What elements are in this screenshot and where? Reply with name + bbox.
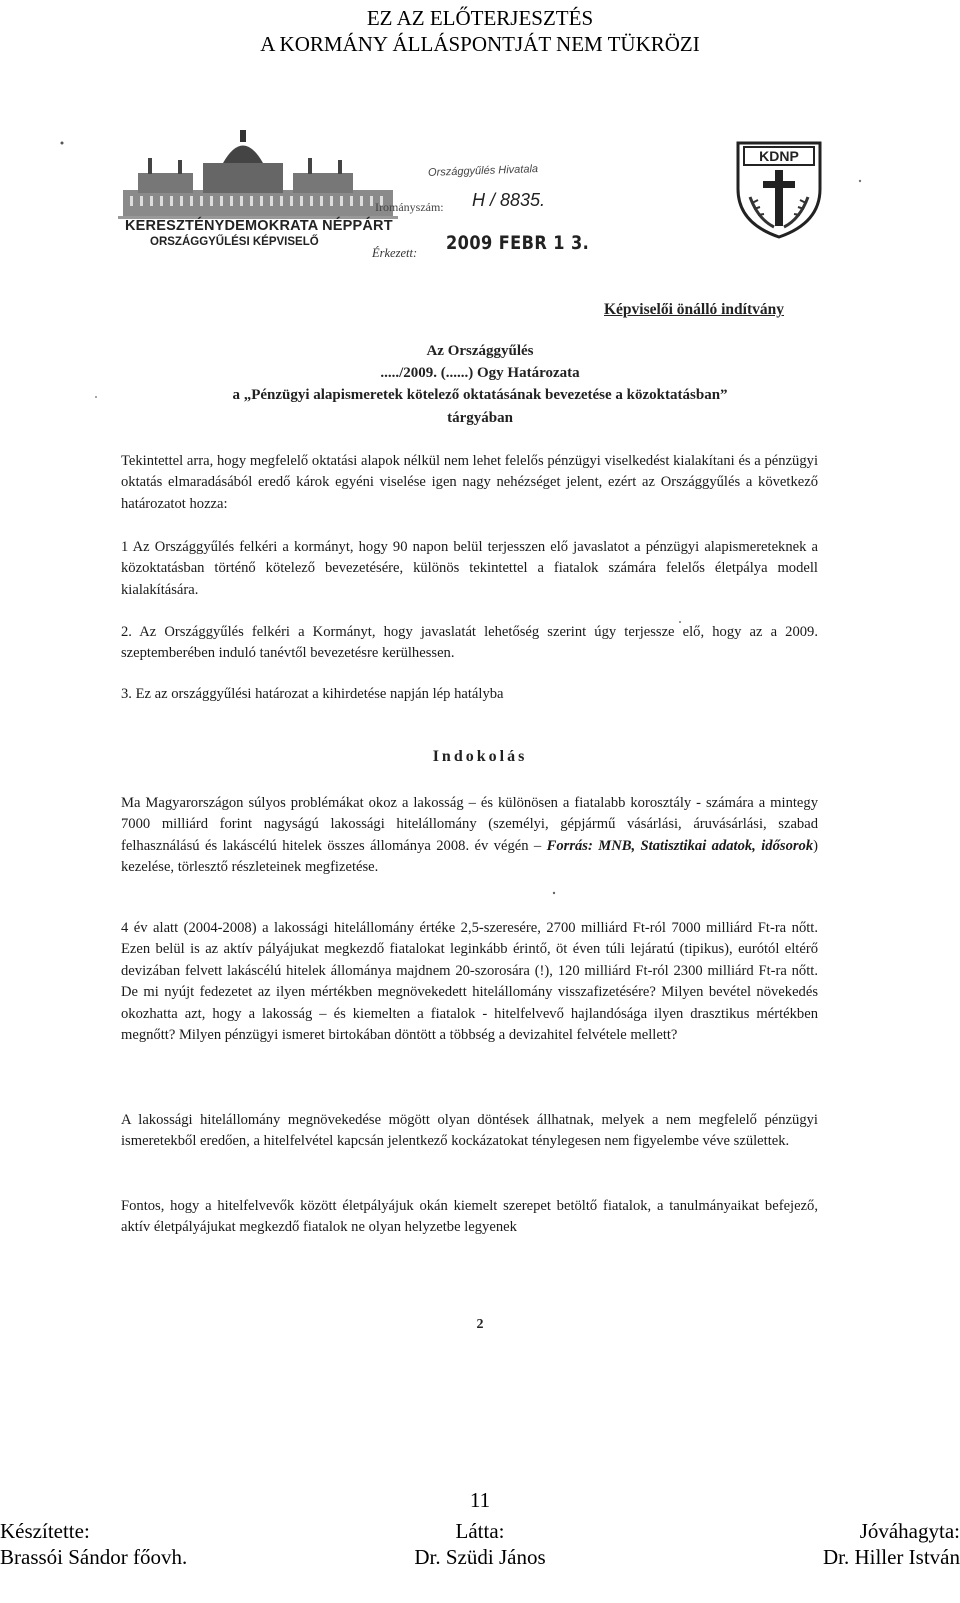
motion-label: Képviselői önálló indítvány (604, 301, 785, 318)
title-line-4: tárgyában (447, 410, 513, 426)
justification-paragraph-4: Fontos, hogy a hitelfelvevők között életpályájuk okán kiemelt szerepet betöltő fiatalok, a tanulmányaikat befejező, aktív életpályájukat megkezdő fiatalok ne olyan helyzetbe legyenek (121, 1198, 818, 1236)
stamp-registration-value: H / 8835. (472, 190, 546, 210)
preamble-paragraph: Tekintettel arra, hogy megfelelő oktatási alapok nélkül nem lehet felelős pénzügyi viselkedést kialakítani és a pénzügyi oktatás elmaradásából eredő károk egyéni viselése igen nagy nehézséget jelent, ezért az Országgyűlés a következő határozatot hozza: (121, 453, 818, 512)
footer-approved-name: Dr. Hiller István (822, 1545, 960, 1569)
title-line-2: ...../2009. (......) Ogy Határozata (380, 365, 580, 381)
justification-p1-text-b: ) kezelése, törlesztő részleteinek megfizetése. (121, 837, 819, 876)
letterhead-role: ORSZÁGGYŰLÉSI KÉPVISELŐ (150, 236, 319, 248)
footer-prepared-name: Brassói Sándor főovh. (0, 1545, 188, 1569)
resolution-point-2: 2. Az Országgyűlés felkéri a Kormányt, hogy javaslatát lehetőség szerint úgy terjessze elő, hogy az a 2009. szeptemberében induló tanévtől bevezetésre kerülhessen. (121, 624, 818, 662)
footer-page-number: 11 (469, 1488, 491, 1512)
footer-approved-label: Jóváhagyta: (859, 1519, 960, 1543)
footer-prepared-label: Készítette: (0, 1519, 90, 1543)
justification-heading: Indokolás (432, 748, 528, 765)
footer-seen-name: Dr. Szüdi János (414, 1545, 546, 1569)
justification-p1-source: Forrás: MNB, Statisztikai adatok, idősorok (546, 837, 814, 854)
stamp-registration-label: Irományszám: (375, 200, 444, 214)
kdnp-logo-text: KDNP (759, 148, 799, 164)
inner-page-number: 2 (476, 1317, 484, 1332)
stamp-arrived-label: Érkezett: (372, 246, 418, 260)
stamp-office: Országgyűlés Hivatala (427, 163, 539, 179)
resolution-point-3: 3. Ez az országgyűlési határozat a kihirdetése napján lép hatályba (121, 686, 504, 702)
banner-line-2: A KORMÁNY ÁLLÁSPONTJÁT NEM TÜKRÖZI (260, 32, 700, 56)
title-line-1: Az Országgyűlés (426, 343, 534, 359)
letterhead-party: KERESZTÉNYDEMOKRATA NÉPPÁRT (125, 218, 393, 234)
footer-seen-label: Látta: (455, 1519, 505, 1543)
justification-paragraph-2: 4 év alatt (2004-2008) a lakossági hitelállomány értéke 2,5-szeresére, 2700 milliárd Ft-ról 7000 milliárd Ft-ra nőtt. Ezen belül is az aktív pályájukat megkezdő fiatalokat leginkább érintő, öt éven túli lejáratú (tipikus), eurótól eltérő devizában felvett lakáscélú hitelek állománya majdnem 20-szorosára (!), 120 milliárd Ft-ról 2300 milliárd Ft-ra nőtt. De mi nyújt fedezetet az ilyen mértékben megnövekedett hitelállomány visszafizetésére? Milyen bevétel növekedés okozhatta azt, hogy a lakosság – és kiemelten a fiatalok - hitelfelvevő hajlandósága ilyen drasztikus mértékben megnőtt? Milyen pénzügyi ismeret birtokában döntött a többség a devizahitel felvétele mellett? (121, 920, 818, 1044)
justification-paragraph-3: A lakossági hitelállomány megnövekedése mögött olyan döntések állhatnak, melyek a nem megfelelő pénzügyi ismeretekből eredően, a hitelfelvétel kapcsán jelentkező kockázatokat ténylegesen nem figyelembe véve születtek. (121, 1112, 818, 1150)
title-line-3: a „Pénzügyi alapismeretek kötelező oktatásának bevezetése a közoktatásban” (232, 387, 728, 403)
banner-line-1: EZ AZ ELŐTERJESZTÉS (366, 6, 594, 30)
stamp-date: 2009 FEBR 1 3. (446, 232, 590, 254)
resolution-point-1: 1 Az Országgyűlés felkéri a kormányt, hogy 90 napon belül terjesszen elő javaslatot a pénzügyi alapismereteknek a közoktatásban történő kötelező bevezetésére, különös tekintettel a fiatalok számára felelős életpálya modell kialakítására. (121, 539, 818, 598)
justification-p1-text-a: Ma Magyarországon súlyos problémákat okoz a lakosság – és különösen a fiatalabb korosztály - számára a mintegy 7000 milliárd forint nagyságú lakossági hitelállomány (személyi, gépjármű vásárlási, áruvásárlási, szabad felhasználású és lakáscélú hitelek összes állománya 2008. év végén – (121, 795, 818, 854)
